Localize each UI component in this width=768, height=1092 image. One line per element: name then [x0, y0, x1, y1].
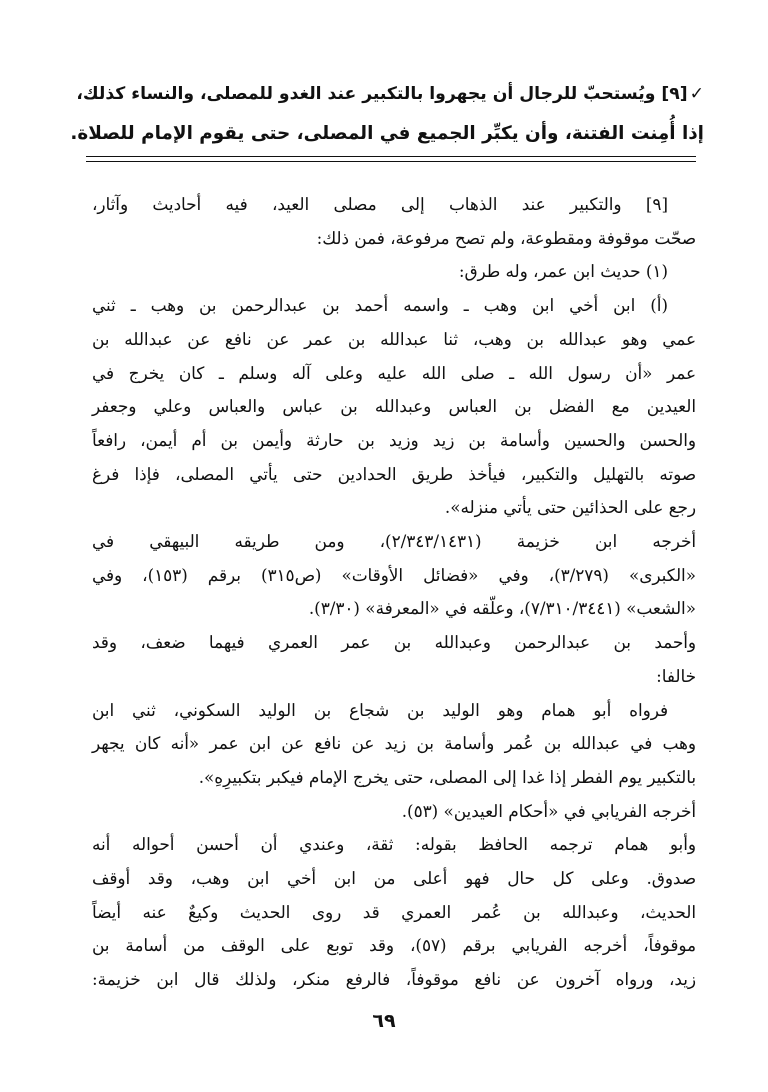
body-line: أخرجه الفريابي في «أحكام العيدين» (٥٣). — [401, 800, 696, 821]
commentary-text — [92, 188, 696, 997]
body-line: أخرجه ابن خزيمة (٢/٣٤٣/١٤٣١)، ومن طريقه البيهقي في — [92, 531, 697, 552]
body-line: فرواه أبو همام وهو الوليد بن شجاع بن الوليد السكوني، ثني ابن — [92, 699, 668, 720]
body-line: بالتكبير يوم الفطر إذا غدا إلى المصلى، حتى يخرج الإمام فيكبر بتكبيرِهِ». — [198, 766, 696, 787]
divider-bottom — [86, 161, 696, 162]
body-line: خالفا: — [656, 665, 696, 686]
heading-line-1 — [70, 74, 704, 114]
body-line: وهب في عبدالله بن عُمر وأسامة بن زيد عن نافع عن ابن عمر «أنه كان يجهر — [92, 733, 696, 754]
body-line: وأبو همام ترجمه الحافظ بقوله: ثقة، وعندي أن أحسن أحواله أنه — [92, 834, 696, 855]
body-line: «الكبرى» (٣/٢٧٩)، وفي «فضائل الأوقات» (ص٣١٥) برقم (١٥٣)، وفي — [92, 564, 696, 585]
body-line: زيد، ورواه آخرون عن نافع موقوفاً، فالرفع منكر، ولذلك قال ابن خزيمة: — [92, 969, 696, 990]
body-line: (أ) ابن أخي ابن وهب ـ واسمه أحمد بن عبدالرحمن بن وهب ـ ثني — [92, 295, 668, 316]
page-number: ٦٩ — [372, 1010, 396, 1032]
body-line: [٩] والتكبير عند الذهاب إلى مصلى العيد، فيه أحاديث وآثار، — [92, 194, 668, 214]
check-mark-icon: ✓ — [689, 84, 704, 104]
body-line: والحسن والحسين وأسامة بن زيد وزيد بن حارثة وأيمن بن أم أيمن، رافعاً — [92, 429, 696, 450]
body-line: الحديث، وعبدالله بن عُمر العمري قد روى الحديث وكيعٌ عنه أيضاً — [92, 901, 696, 922]
body-line: صحّت موقوفة ومقطوعة، ولم تصح مرفوعة، فمن ذلك: — [316, 227, 696, 248]
chapter-heading — [70, 74, 704, 154]
body-line: وأحمد بن عبدالرحمن وعبدالله بن عمر العمري فيهما ضعف، وقد — [92, 632, 696, 653]
body-line: «الشعب» (٧/٣١٠/٣٤٤١)، وعلّقه في «المعرفة» (٣/٣٠). — [308, 598, 696, 619]
body-line: العيدين مع الفضل بن العباس وعبدالله بن عباس والعباس وعلي وجعفر — [92, 396, 696, 417]
heading-line-2: إذا أُمِنت الفتنة، وأن يكبِّر الجميع في المصلى، حتى يقوم الإمام للصلاة. — [70, 123, 704, 144]
body-line: (١) حديث ابن عمر، وله طرق: — [458, 261, 668, 282]
body-line: صوته بالتهليل والتكبير، فيأخذ طريق الحدادين حتى يأتي المصلى، فإذا فرغ — [92, 463, 696, 484]
body-line: موقوفاً، أخرجه الفريابي برقم (٥٧)، وقد توبع على الوقف من أسامة بن — [92, 935, 696, 956]
heading-line-1-text: [٩] ويُستحبّ للرجال أن يجهروا بالتكبير عند الغدو للمصلى، والنساء كذلك، — [76, 84, 688, 104]
body-line: عمي وهو عبدالله بن وهب، ثنا عبدالله بن عمر عن نافع عن عبدالله بن — [92, 328, 696, 349]
body-line: عمر «أن رسول الله ـ صلى الله عليه وعلى آله وسلم ـ كان يخرج في — [92, 362, 696, 383]
body-line: صدوق. وعلى كل حال فهو أعلى من ابن أخي ابن وهب، وقد أوقف — [92, 868, 696, 889]
divider-top — [86, 156, 696, 157]
body-line: رجع على الحذائين حتى يأتي منزله». — [444, 497, 696, 518]
